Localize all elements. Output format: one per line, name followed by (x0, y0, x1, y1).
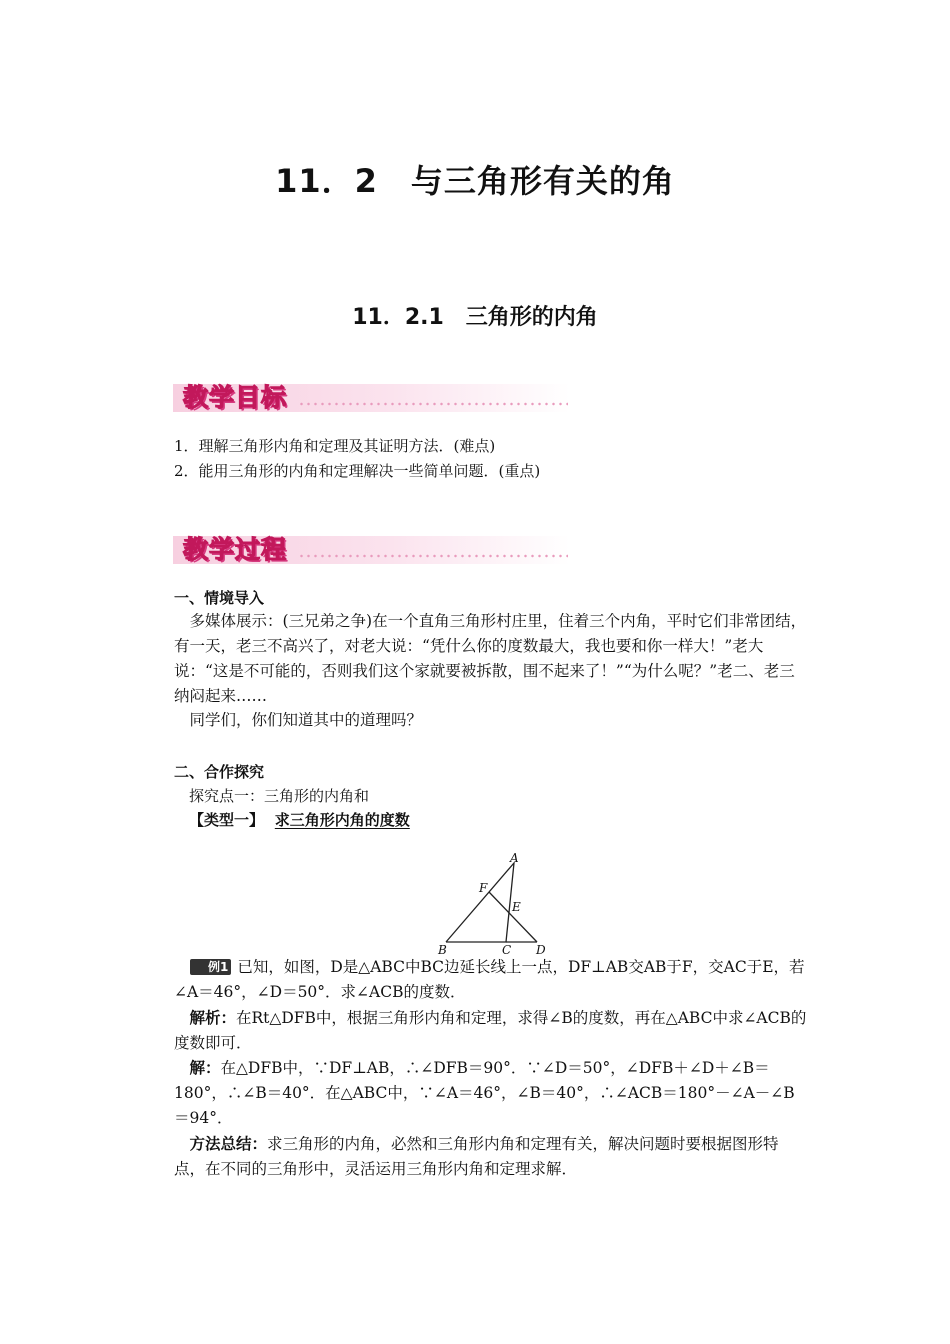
type-label: 【类型一】 (189, 811, 265, 829)
process-banner-label: 教学过程 (183, 535, 288, 564)
example-analysis (174, 1006, 808, 1056)
intro-question: 同学们，你们知道其中的道理吗？ (189, 711, 423, 729)
label-b: B (438, 943, 447, 957)
summary-text: 求三角形的内角，必然和三角形内角和定理有关，解决问题时要根据图形特点，在不同的三角形中，灵活运用三角形内角和定理求解． (174, 1135, 779, 1178)
label-c: C (502, 943, 512, 957)
example-text: 已知，如图，D是△ABC中BC边延长线上一点，DF⊥AB交AB于F，交AC于E，若∠A＝46°，∠D＝50°．求∠ACB的度数． (174, 958, 805, 1001)
analysis-label: 解析： (189, 1009, 237, 1027)
example-solution (174, 1056, 808, 1131)
page-title: 11．2 与三角形有关的角 (275, 162, 675, 200)
type-heading (174, 808, 808, 832)
summary-label: 方法总结： (189, 1135, 268, 1153)
intro-paragraph: 多媒体展示：(三兄弟之争)在一个直角三角形村庄里，住着三个内角，平时它们非常团结，有一天，老三不高兴了，对老大说：“凭什么你的度数最大，我也要和你一样大！”老大说：“这是不可能的，否则我们这个家就要被拆散，围不起来了！”“为什么呢？”老二、老三纳闷起来…… (174, 612, 807, 705)
goal-item-2: 2．能用三角形的内角和定理解决一些简单问题．(重点) (174, 462, 541, 480)
section-heading-explore: 二、合作探究 (174, 763, 265, 781)
goals-banner (173, 378, 570, 414)
label-d: D (536, 943, 546, 957)
solution-label: 解： (189, 1059, 221, 1077)
method-summary (174, 1132, 808, 1182)
explore-point: 探究点一：三角形的内角和 (189, 787, 370, 805)
label-f: F (479, 881, 488, 895)
analysis-text: 在Rt△DFB中，根据三角形内角和定理，求得∠B的度数，再在△ABC中求∠ACB的度数即可． (174, 1009, 807, 1052)
type-title: 求三角形内角的度数 (274, 811, 410, 829)
triangle-figure (430, 848, 555, 958)
example-statement (174, 955, 808, 1005)
section-heading-intro: 一、情境导入 (174, 589, 265, 607)
solution-text: 在△DFB中，∵DF⊥AB，∴∠DFB＝90°．∵∠D＝50°，∠DFB＋∠D＋∠B＝180°，∴∠B＝40°．在△ABC中，∵∠A＝46°，∠B＝40°，∴∠ACB＝180°－∠A－∠B＝94°． (174, 1059, 795, 1127)
example-badge: 例1 (190, 959, 232, 975)
label-a: A (510, 851, 519, 865)
triangle-abc (446, 863, 514, 942)
section-subtitle: 11．2.1 三角形的内角 (352, 305, 598, 330)
label-e: E (512, 900, 521, 914)
goal-item-1: 1．理解三角形内角和定理及其证明方法．(难点) (174, 437, 496, 455)
goals-banner-label: 教学目标 (183, 383, 288, 412)
process-banner (173, 530, 570, 566)
